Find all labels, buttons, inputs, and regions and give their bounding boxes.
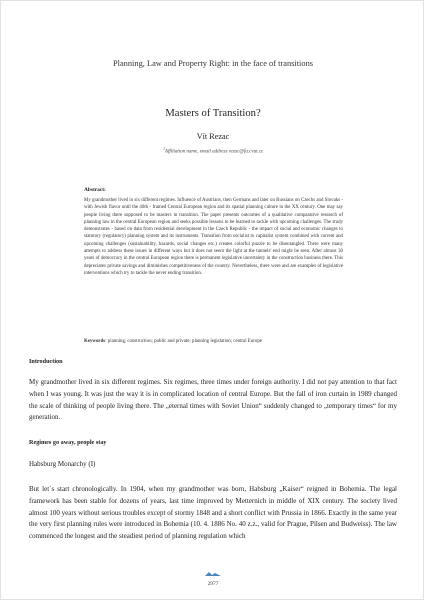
- regimes-heading: Regimes go away, people stay: [29, 439, 107, 446]
- introduction-heading: Introduction: [29, 358, 63, 365]
- running-header: Planning, Law and Property Right: in the face of transitions: [112, 59, 314, 68]
- page-number: 2977: [207, 581, 219, 587]
- abstract-text: My grandmother lived in six different regimes. Influence of Austrians, then Germans and later on Russians on Czechs and Slovaks - with Jewish flavor until the 40th - framed Central European region and its spatial planning culture in the XX century. One may say people living there supposed to be masters in transition. The paper presents outcomes of a qualitative comparative research of planning law in the central European region and seeks possible lessons to be learned to tackle with upcoming challenges. The study demonstrates - based on data from residential development in the Czech Republic - the impact of social and economic changes to statutory (regulatory) planning system and its instruments. Transition from socialist to capitalist system combined with current and upcoming challenges (sustainability, hazards, social changes etc.) creates colorful puzzle to be disentangled. There were many attempts to address these issues in different ways but it does not seem the light at the tunnels' end might be seen. After almost 30 years of democracy in the central European region there is permanent legislative uncertainty in the construction business there. This depreciates private savings and diminishes competitiveness of the country. Nevertheless, there were and are examples of legislative interventions which try to tackle the never ending transition.: [84, 198, 343, 276]
- affiliation-text: Affiliation name, email address rezac@fa.cvut.cz: [164, 149, 263, 155]
- affiliation-marker: 1: [163, 147, 165, 151]
- paper-title: Masters of Transition?: [165, 108, 261, 119]
- abstract-heading: Abstract:: [84, 187, 106, 193]
- habsburg-paragraph: But let´s start chronologically. In 1904, when my grandmother was born, Habsburg „Kaiser“ reigned in Bohemia. The legal framework has been stable for dozens of years, last time improved by Metternich in middle of XIX century. The society lived almost 100 years without serious troubles except of stormy 1848 and a short conflict with Prussia in 1866. Exactly in the same year the very first planning rules were introduced in Bohemia (10. 4. 1886 No. 40 z.z., valid for Prague, Pilsen and Budweiss). The law commenced the longest and the steadiest period of planning regulation which: [29, 485, 398, 541]
- keywords-label: Keywords: [84, 339, 106, 344]
- conference-logo-icon: [204, 571, 222, 577]
- keywords-line: [84, 339, 343, 344]
- keywords-text: : planning, construction; public and private; planning legislation; central Europe: [105, 339, 262, 344]
- habsburg-subheading: Habsburg Monarchy (I): [29, 460, 96, 468]
- affiliation-line: [1, 147, 424, 155]
- introduction-paragraph: My grandmother lived in six different regimes. Six regimes, three times under foreign authority. I did not pay attention to that fact when I was young. It was just the way it is in complicated location of central Europe. But the fall of iron curtain in 1989 changed the scale of thinking of people living there. The „eternal times with Soviet Union“ suddenly changed to „temporary times“ for my generation.: [29, 378, 397, 422]
- author-name: Vít Rezac: [196, 132, 230, 141]
